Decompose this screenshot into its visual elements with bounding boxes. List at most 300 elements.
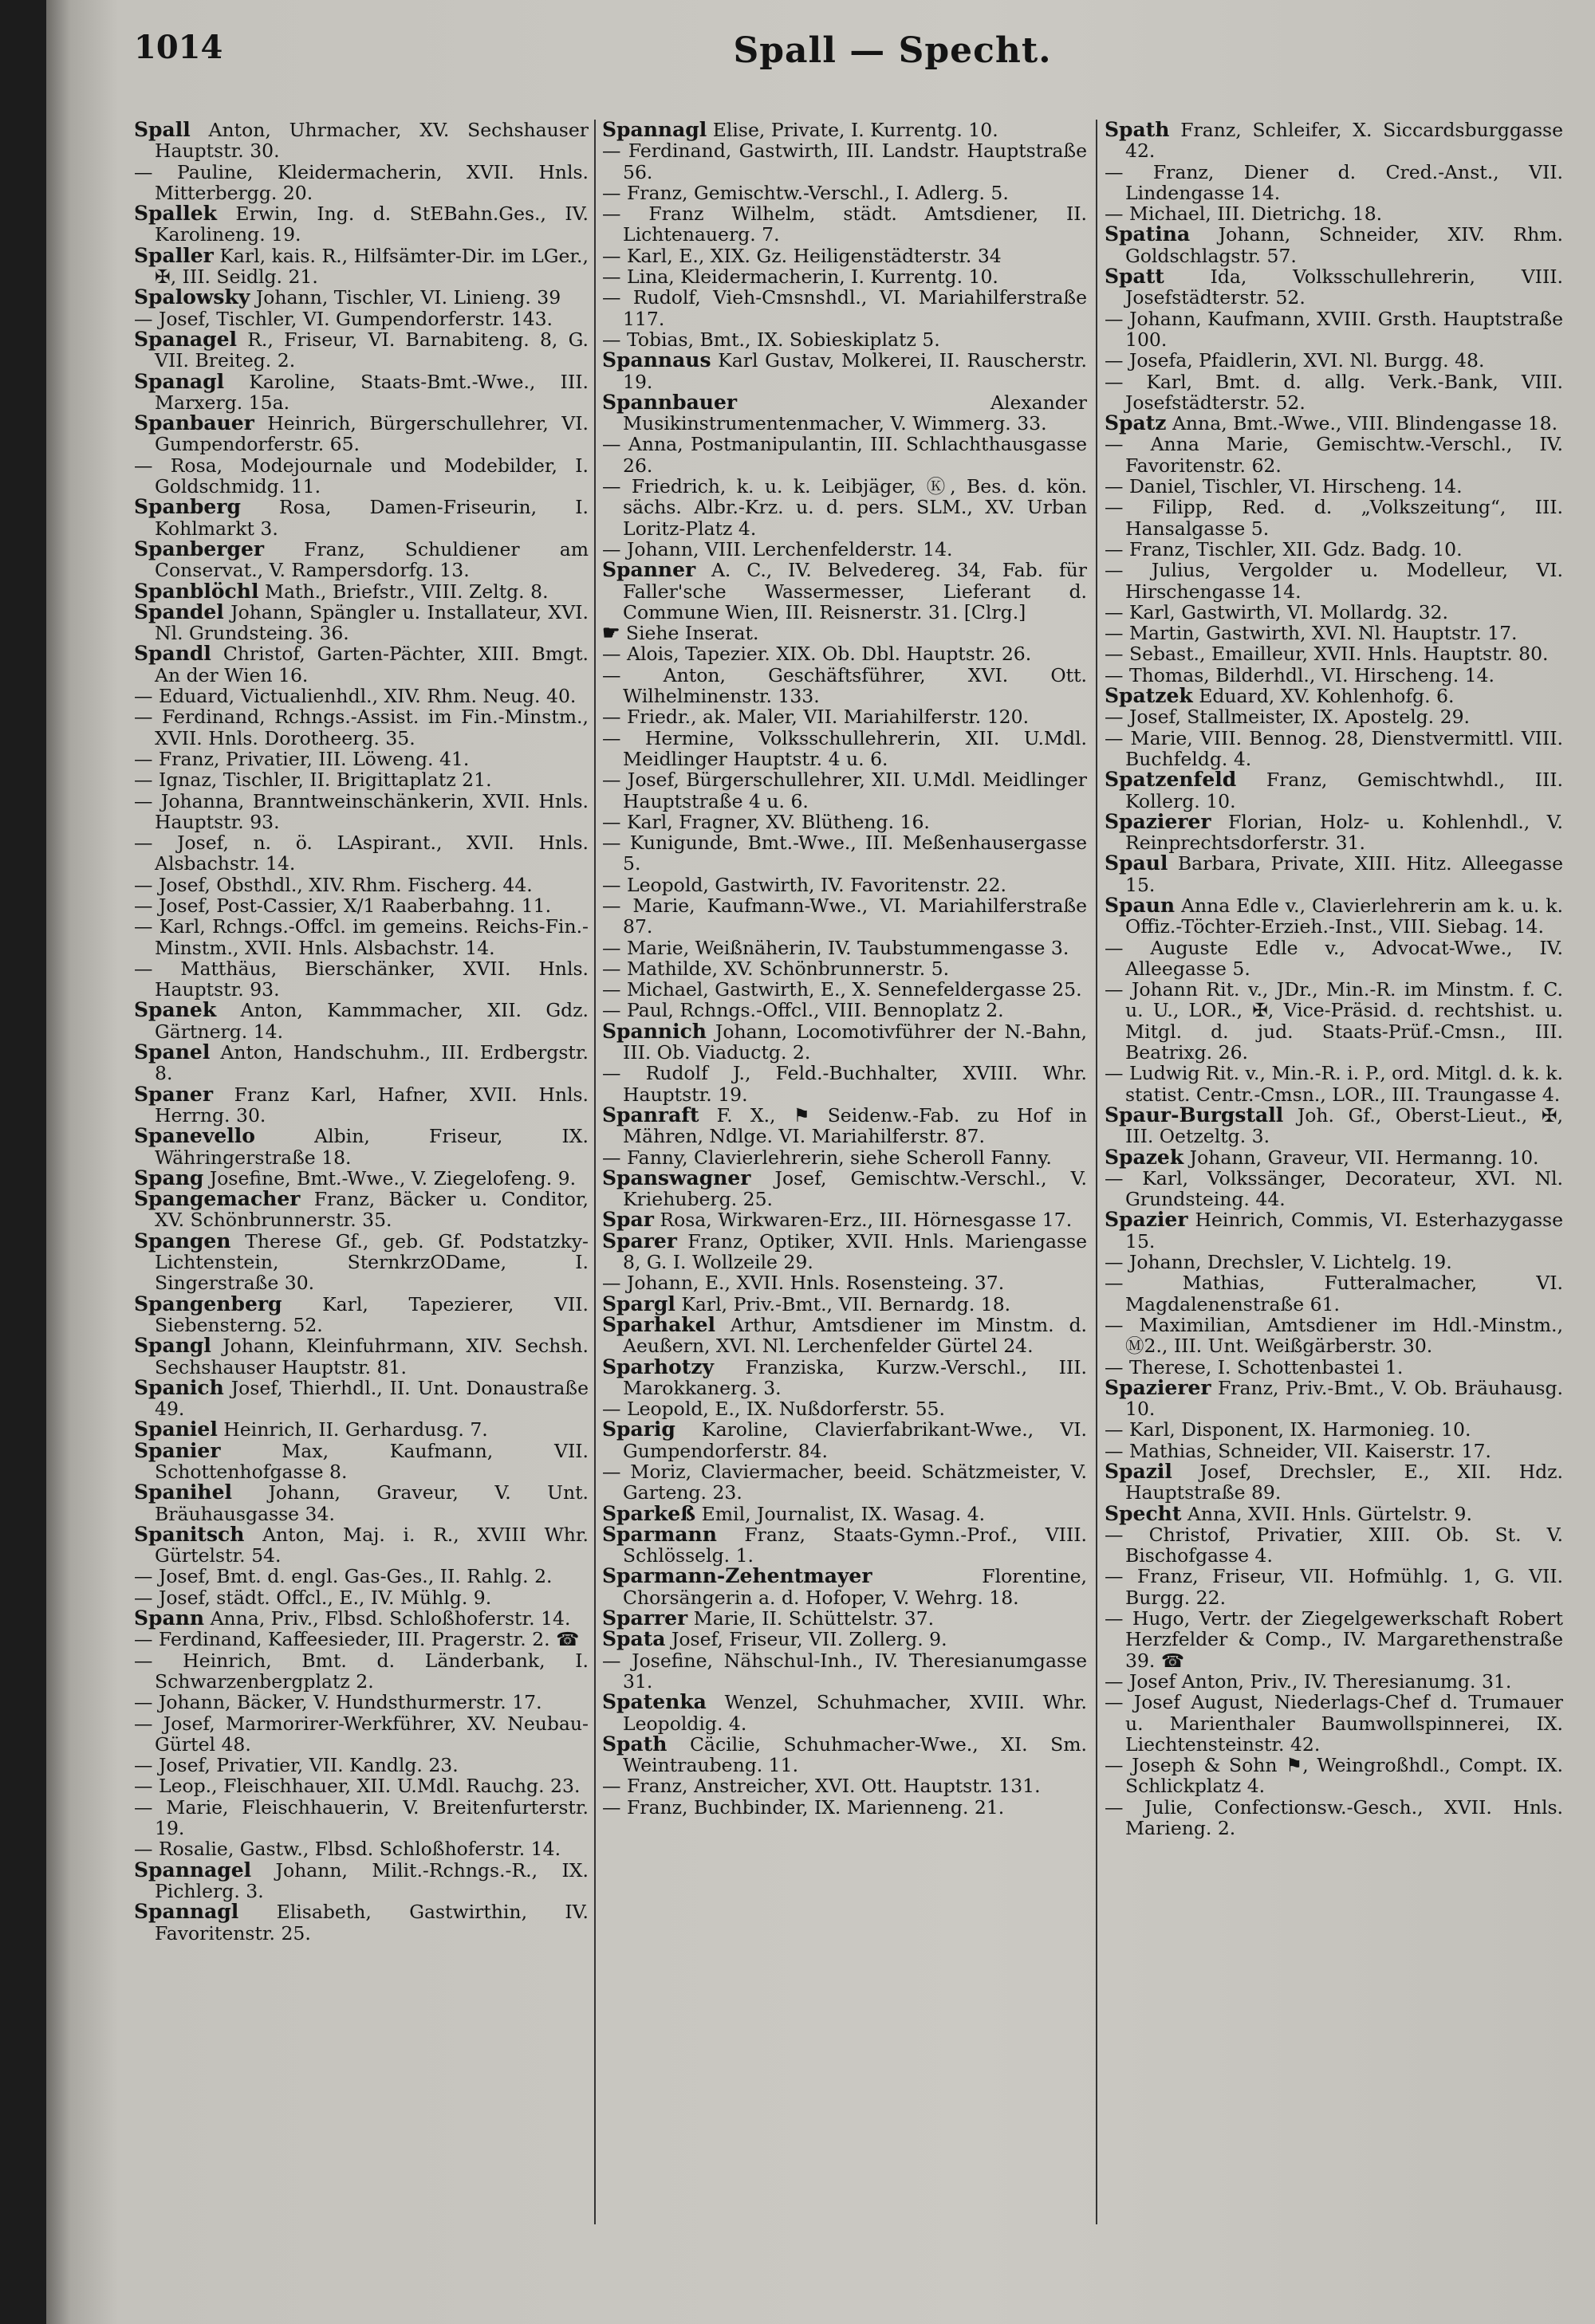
directory-entry [602,1734,1087,1776]
entry-surname: Sparhakel [602,1312,716,1336]
directory-entry [1105,1441,1563,1461]
entry-details: — Therese, I. Schottenbastei 1. [1105,1355,1404,1378]
entry-details: Franz, Schuldiener am Conservat., V. Rampersdorfg. 13. [155,537,589,582]
entry-details: — Johann Rit. v., JDr., Min.-R. im Minstm. f. C. u. U., LOR., ✠, Vice-Präsid. d. rechtshist. u. Mitgl. d. jud. Staats-Prüf.-Cmsn., III. Beatrixg. 26. [1105,978,1563,1064]
entry-details: Karl, kais. R., Hilfsämter-Dir. im LGer., ✠, III. Seidlg. 21. [155,244,589,289]
entry-surname: Spang [134,1166,204,1190]
directory-entry [1105,979,1563,1063]
directory-entry [602,1650,1087,1693]
entry-details: — Tobias, Bmt., IX. Sobieskiplatz 5. [602,328,940,351]
directory-entry [1105,1168,1563,1210]
directory-entry [1105,120,1563,162]
directory-entry [134,243,589,289]
entry-surname: Spalowsky [134,285,250,309]
directory-entry [1105,643,1563,664]
entry-details: Marie, II. Schüttelstr. 37. [687,1607,935,1630]
directory-entry [602,1168,1087,1210]
directory-entry [1105,1209,1563,1252]
directory-entry [602,560,1087,623]
entry-surname: Sparer [602,1229,677,1252]
entry-details: — Marie, Kaufmann-Wwe., VI. Mariahilferstraße 87. [602,894,1087,938]
entry-details: Anna Edle v., Clavierlehrerin am k. u. k. Offiz.-Töchter-Erzieh.-Inst., VIII. Siebag. 14. [1125,894,1563,938]
entry-details: — Ferdinand, Rchngs.-Assist. im Fin.-Minstm., XVII. Hnls. Dorotheerg. 35. [134,706,589,749]
directory-entry [602,979,1087,1000]
entry-details: Karl, Priv.-Bmt., VII. Bernardg. 18. [675,1292,1011,1315]
entry-details: — Michael, III. Dietrichg. 18. [1105,203,1383,226]
entry-surname: Spaner [134,1082,213,1106]
entry-surname: Spatzek [1105,684,1193,708]
entry-details: — Josefine, Nähschul-Inh., IV. Theresianumgasse 31. [602,1649,1087,1693]
directory-entry [1105,623,1563,643]
entry-details: — Rudolf J., Feld.-Buchhalter, XVIII. Whr. Hauptstr. 19. [602,1062,1087,1106]
directory-entry [1105,1419,1563,1440]
entry-surname: Spanel [134,1040,211,1064]
entry-details: — Rosalie, Gastw., Flbsd. Schloßhoferstr. 14. [134,1838,561,1861]
directory-entry [602,246,1087,266]
directory-entry [134,1901,589,1944]
directory-entry [602,1000,1087,1020]
directory-entry [602,1608,1087,1629]
entry-surname: Spanbauer [134,411,254,435]
entry-details: Eduard, XV. Kohlenhofg. 6. [1192,685,1455,708]
entry-details: Elisabeth, Gastwirthin, IV. Favoritenstr. 25. [155,1901,589,1945]
directory-entry [602,665,1087,707]
entry-details: Josef, Drechsler, E., XII. Hdz. Hauptstraße 89. [1125,1461,1563,1504]
entry-details: Barbara, Private, XIII. Hitz. Alleegasse 15. [1125,852,1563,896]
entry-details: Johann, Milit.-Rchngs.-R., IX. Pichlerg. 3. [155,1858,589,1902]
directory-entry [134,875,589,895]
directory-entry [134,1189,589,1231]
entry-details: — Karl, Volkssänger, Decorateur, XVI. Nl. Grundsteing. 44. [1105,1166,1563,1211]
entry-surname: Spazierer [1105,809,1211,833]
directory-entry [1105,686,1563,706]
entry-surname: Sparmann [602,1522,717,1546]
entry-details: — Karl, E., XIX. Gz. Heiligenstädterstr. 34 [602,244,1002,267]
directory-entry [134,769,589,790]
entry-details: — Johann, VIII. Lerchenfelderstr. 14. [602,537,953,560]
directory-entry [1105,224,1563,266]
directory-entry [1105,938,1563,980]
entry-surname: Spanberger [134,537,265,560]
directory-entry [602,392,1087,435]
directory-entry [1105,1252,1563,1272]
entry-details: Anna, Bmt.-Wwe., VIII. Blindengasse 18. [1166,412,1558,435]
entry-details: — Franz, Gemischtw.-Verschl., I. Adlerg. 5. [602,181,1009,204]
entry-surname: Spanner [602,558,696,582]
entry-details: Franz, Bäcker u. Conditor, XV. Schönbrunnerstr. 35. [155,1188,589,1232]
directory-entry [602,938,1087,958]
entry-details: Elise, Private, I. Kurrentg. 10. [707,119,998,141]
running-head: Spall — Specht. [733,30,1052,71]
entry-details: Florentine, Chorsängerin a. d. Hofoper, V. Wehrg. 18. [623,1565,1087,1609]
entry-surname: Spangen [134,1229,231,1252]
entry-details: — Martin, Gastwirth, XVI. Nl. Hauptstr. 17. [1105,622,1518,645]
directory-entry [1105,1692,1563,1755]
entry-details: Josef, Thierhdl., II. Unt. Donaustraße 49. [155,1376,589,1421]
directory-entry [1105,372,1563,414]
entry-surname: Spallek [134,202,217,226]
entry-details: — Franz, Buchbinder, IX. Marienneng. 21. [602,1795,1005,1819]
entry-details: — Karl, Disponent, IX. Harmonieg. 10. [1105,1418,1471,1441]
directory-entry [1105,309,1563,351]
directory-entry [602,287,1087,329]
directory-entry [602,1063,1087,1105]
directory-entry [602,1501,1087,1525]
entry-details: — Johann, E., XVII. Hnls. Rosensteing. 37. [602,1272,1005,1295]
entry-surname: Spandl [134,642,211,666]
directory-entry [1105,1357,1563,1378]
entry-details: Max, Kaufmann, VII. Schottenhofgasse 8. [155,1439,589,1483]
entry-details: — Auguste Edle v., Advocat-Wwe., IV. Alleegasse 5. [1105,936,1563,980]
directory-entry [602,266,1087,287]
entry-details: Heinrich, II. Gerhardusg. 7. [217,1418,488,1441]
entry-surname: Spatzenfeld [1105,768,1237,792]
entry-details: Heinrich, Bürgerschullehrer, VI. Gumpendorferstr. 65. [155,412,589,456]
entry-details: Rosa, Damen-Friseurin, I. Kohlmarkt 3. [155,496,589,540]
entry-surname: Spanagl [134,369,225,393]
entry-details: Johann, Locomotivführer der N.-Bahn, III. Ob. Viaductg. 2. [623,1020,1087,1064]
directory-entry [1105,560,1563,602]
directory-entry [602,623,1087,643]
entry-details: Siehe Inserat. [620,622,759,645]
entry-surname: Spanich [134,1375,224,1399]
directory-entry [134,832,589,875]
entry-details: A. C., IV. Belvedereg. 34, Fab. für Faller'sche Wassermesser, Lieferant d. Commune Wien, III. Reisnerstr. 31. [Clrg.] [623,559,1087,623]
entry-details: Josef, Gemischtw.-Verschl., V. Kriehuberg. 25. [623,1166,1087,1211]
entry-surname: Spannbauer [602,390,738,414]
directory-entry [134,1566,589,1587]
directory-page [46,0,1595,2324]
entry-details: — Joseph & Sohn ⚑, Weingroßhdl., Compt. IX. Schlickplatz 4. [1105,1754,1563,1798]
entry-surname: Spatina [1105,222,1191,246]
directory-entry [602,769,1087,812]
directory-entry [134,581,589,602]
entry-details: Anton, Kammmacher, XII. Gdz. Gärtnerg. 14. [155,999,589,1043]
directory-entry [134,958,589,1001]
entry-surname: Spazier [1105,1208,1188,1232]
entry-details: — Josef, städt. Offcl., E., IV. Mühlg. 9. [134,1586,492,1609]
directory-entry [1105,1671,1563,1692]
entry-details: — Josef, Tischler, VI. Gumpendorferstr. 143. [134,307,553,330]
entry-surname: Spath [602,1732,668,1756]
directory-entry [602,1105,1087,1147]
entry-details: — Alois, Tapezier. XIX. Ob. Dbl. Hauptstr. 26. [602,643,1032,666]
directory-entry [134,602,589,644]
directory-entry [602,1272,1087,1293]
entry-details: Franz, Gemischtwhdl., III. Kollerg. 10. [1125,769,1563,812]
directory-entry [134,120,589,162]
column-2 [602,120,1087,1818]
directory-entry [134,497,589,539]
directory-entry [1105,266,1563,309]
directory-entry [602,1147,1087,1168]
directory-entry [134,1438,589,1483]
entry-details: — Anna Marie, Gemischtw.-Verschl., IV. Favoritenstr. 62. [1105,433,1563,477]
directory-entry [602,875,1087,895]
entry-details: Therese Gf., geb. Gf. Podstatzky-Lichtenstein, SternkrzODame, I. Singerstraße 30. [155,1229,589,1295]
entry-surname: Spanagel [134,327,237,351]
directory-entry [134,1419,589,1440]
entry-details: Franz Karl, Hafner, XVII. Hnls. Herrng. 30. [155,1083,589,1127]
directory-entry [602,203,1087,246]
directory-entry [1105,1524,1563,1567]
directory-entry [1105,769,1563,812]
entry-details: Alexander Musikinstrumentenmacher, V. Wimmerg. 33. [623,391,1087,435]
entry-details: Karoline, Staats-Bmt.-Wwe., III. Marxerg. 15a. [155,370,589,414]
directory-entry [602,1692,1087,1734]
entry-details: — Josefa, Pfaidlerin, XVI. Nl. Burgg. 48. [1105,349,1485,372]
entry-surname: Spatt [1105,265,1164,289]
entry-details: — Thomas, Bilderhdl., VI. Hirscheng. 14. [1105,663,1495,686]
directory-entry [602,1797,1087,1818]
entry-details: — Rosa, Modejournale und Modebilder, I. Goldschmidg. 11. [134,454,589,498]
directory-entry [134,791,589,833]
entry-details: — Pauline, Kleidermacherin, XVII. Hnls. Mitterbergg. 20. [134,160,589,204]
entry-details: Rosa, Wirkwaren-Erz., III. Hörnesgasse 17. [653,1209,1073,1232]
entry-details: Christof, Garten-Pächter, XIII. Bmgt. An der Wien 16. [155,643,589,686]
directory-entry [602,812,1087,832]
directory-entry [602,1461,1087,1504]
entry-details: — Johann, Kaufmann, XVIII. Grsth. Hauptstraße 100. [1105,307,1563,351]
directory-entry [602,434,1087,476]
entry-details: — Franz, Tischler, XII. Gdz. Badg. 10. [1105,537,1463,560]
directory-entry [602,1419,1087,1461]
directory-entry [602,350,1087,392]
directory-entry [1105,1797,1563,1839]
entry-details: Math., Briefstr., VIII. Zeltg. 8. [258,580,549,603]
directory-entry [602,832,1087,875]
directory-entry [134,1838,589,1859]
entry-surname: Spanberg [134,495,241,519]
entry-details: Joh. Gf., Oberst-Lieut., ✠, III. Oetzeltg. 3. [1125,1103,1563,1148]
entry-details: — Josef, Marmorirer-Werkführer, XV. Neubau-Gürtel 48. [134,1712,589,1756]
directory-entry [134,1375,589,1421]
directory-entry [1105,1501,1563,1525]
entry-surname: Spanblöchl [134,579,259,603]
entry-details: — Hugo, Vertr. der Ziegelgewerkschaft Robert Herzfelder & Comp., IV. Margarethenstraße 39. ☎ [1105,1607,1563,1672]
page-number: 1014 [134,29,223,66]
entry-details: Franz, Schleifer, X. Siccardsburggasse 42. [1125,119,1563,163]
directory-entry [602,539,1087,560]
entry-surname: Sparkeß [602,1501,696,1525]
directory-entry [134,1797,589,1839]
directory-entry [134,455,589,497]
directory-entry [134,1294,589,1336]
directory-entry [602,728,1087,770]
entry-surname: Spanier [134,1438,221,1462]
entry-surname: Sparrer [602,1606,688,1630]
directory-entry [134,1775,589,1796]
directory-entry [602,1209,1087,1230]
directory-entry [134,1084,589,1127]
entry-details: — Rudolf, Vieh-Cmsnshdl., VI. Mariahilferstraße 117. [602,286,1087,330]
entry-surname: Spatz [1105,411,1167,435]
entry-details: — Leopold, Gastwirth, IV. Favoritenstr. 22. [602,873,1006,896]
directory-entry [134,643,589,686]
entry-details: — Sebast., Emailleur, XVII. Hnls. Hauptstr. 80. [1105,643,1549,666]
entry-details: — Daniel, Tischler, VI. Hirscheng. 14. [1105,475,1463,498]
entry-surname: Spannaus [602,348,711,372]
entry-details: — Franz, Privatier, III. Löweng. 41. [134,747,470,770]
directory-entry [602,1629,1087,1650]
entry-details: — Karl, Gastwirth, VI. Mollardg. 32. [1105,600,1448,623]
entry-surname: Spanswagner [602,1166,751,1190]
directory-entry [134,1713,589,1756]
directory-entry [1105,1566,1563,1608]
entry-details: — Josef, Post-Cassier, X/1 Raaberbahng. 11. [134,894,552,917]
entry-details: — Hermine, Volksschullehrerin, XII. U.Mdl. Meidlinger Hauptstr. 4 u. 6. [602,726,1087,770]
entry-details: Karl Gustav, Molkerei, II. Rauscherstr. 19. [623,349,1087,393]
entry-details: Anton, Handschuhm., III. Erdbergstr. 8. [155,1041,589,1085]
entry-details: — Karl, Bmt. d. allg. Verk.-Bank, VIII. Josefstädterstr. 52. [1105,370,1563,414]
entry-details: — Leop., Fleischhauer, XII. U.Mdl. Rauchg. 23. [134,1775,581,1798]
directory-entry [602,895,1087,938]
directory-entry [602,1231,1087,1273]
directory-entry [602,1524,1087,1567]
directory-entry [602,140,1087,183]
entry-surname: Spata [602,1627,666,1651]
directory-entry [1105,1272,1563,1315]
entry-surname: Spanek [134,998,217,1022]
directory-entry [134,203,589,246]
entry-details: Franz, Optiker, XVII. Hnls. Mariengasse 8, G. I. Wollzeile 29. [623,1229,1087,1274]
directory-entry [1105,1315,1563,1357]
entry-details: Johann, Kleinfuhrmann, XIV. Sechsh. Sechshauser Hauptstr. 81. [155,1335,589,1378]
directory-entry [1105,895,1563,938]
directory-entry [1105,1063,1563,1105]
entry-details: Cäcilie, Schuhmacher-Wwe., XI. Sm. Weintraubeng. 11. [623,1732,1087,1777]
entry-details: — Franz, Anstreicher, XVI. Ott. Hauptstr. 131. [602,1775,1041,1798]
directory-entry [134,1860,589,1902]
entry-surname: Spazierer [1105,1375,1211,1399]
directory-entry [1105,809,1563,855]
column-divider [594,120,596,2224]
entry-details: — Johanna, Branntweinschänkerin, XVII. Hnls. Hauptstr. 93. [134,789,589,833]
entry-details: — Josef, Bürgerschullehrer, XII. U.Mdl. Meidlinger Hauptstraße 4 u. 6. [602,769,1087,812]
entry-details: — Julius, Vergolder u. Modelleur, VI. Hirschengasse 14. [1105,559,1563,603]
directory-entry [1105,1461,1563,1504]
directory-entry [602,1021,1087,1064]
entry-details: — Josef, Bmt. d. engl. Gas-Ges., II. Rahlg. 2. [134,1565,553,1588]
directory-entry [1105,602,1563,623]
entry-details: — Friedrich, k. u. k. Leibjäger, Ⓚ, Bes. d. kön. sächs. Albr.-Krz. u. d. pers. SLM., XV. Urban Loritz-Platz 4. [602,475,1087,540]
directory-entry [602,1294,1087,1315]
directory-entry [602,1357,1087,1399]
entry-details: Karl, Tapezierer, VII. Siebensterng. 52. [155,1292,589,1336]
entry-details: — Kunigunde, Bmt.-Wwe., III. Meßenhausergasse 5. [602,832,1087,875]
entry-surname: Spargl [602,1292,675,1315]
entry-details: — Johann, Bäcker, V. Hundsthurmerstr. 17. [134,1691,542,1714]
directory-entry [134,1650,589,1693]
directory-entry [1105,497,1563,539]
directory-entry [134,1126,589,1168]
directory-entry [134,1692,589,1713]
entry-details: — Mathias, Schneider, VII. Kaiserstr. 17. [1105,1439,1491,1462]
entry-details: Anton, Uhrmacher, XV. Sechshauser Hauptstr. 30. [155,119,589,163]
entry-details: Johann, Tischler, VI. Linieng. 39 [250,286,561,309]
entry-details: Johann, Graveur, VII. Hermanng. 10. [1183,1146,1539,1169]
directory-entry [602,476,1087,539]
entry-details: — Josef, n. ö. LAspirant., XVII. Hnls. Alsbachstr. 14. [134,832,589,875]
directory-entry [1105,539,1563,560]
directory-entry [134,309,589,329]
directory-entry [134,1231,589,1294]
entry-details: — Michael, Gastwirth, E., X. Sennefeldergasse 25. [602,978,1082,1001]
entry-surname: Spaur-Burgstall [1105,1103,1284,1127]
entry-details: — Johann, Drechsler, V. Lichtelg. 19. [1105,1251,1452,1274]
entry-details: — Karl, Rchngs.-Offcl. im gemeins. Reichs-Fin.-Minstm., XVII. Hnls. Alsbachstr. 14. [134,915,589,959]
entry-details: Erwin, Ing. d. StEBahn.Ges., IV. Karolineng. 19. [155,203,589,246]
entry-details: Johann, Graveur, V. Unt. Bräuhausgasse 34. [155,1481,589,1525]
directory-entry [602,329,1087,350]
entry-surname: Spaller [134,243,214,267]
entry-surname: Spannagl [602,118,707,141]
entry-surname: Spaun [1105,893,1176,917]
column-3 [1105,120,1563,1838]
entry-details: Johann, Spängler u. Installateur, XVI. Nl. Grundsteing. 36. [155,600,589,645]
entry-surname: Spaul [1105,851,1168,875]
directory-entry [134,1168,589,1189]
entry-details: — Eduard, Victualienhdl., XIV. Rhm. Neug. 40. [134,685,577,708]
entry-surname: Spaniel [134,1418,218,1441]
column-1 [134,120,589,1944]
directory-entry [1105,1375,1563,1421]
directory-entry [134,1587,589,1608]
entry-details: — Franz Wilhelm, städt. Amtsdiener, II. Lichtenauerg. 7. [602,203,1087,246]
entry-details: — Fanny, Clavierlehrerin, siehe Scheroll Fanny. [602,1146,1052,1169]
entry-details: Emil, Journalist, IX. Wasag. 4. [695,1502,986,1525]
entry-surname: Spar [602,1208,654,1232]
directory-entry [1105,1755,1563,1797]
entry-details: — Josef August, Niederlags-Chef d. Trumauer u. Marienthaler Baumwollspinnerei, IX. Liechtensteinstr. 42. [1105,1691,1563,1756]
entry-details: Heinrich, Commis, VI. Esterhazygasse 15. [1125,1209,1563,1252]
directory-entry [1105,706,1563,727]
entry-details: — Josef, Stallmeister, IX. Apostelg. 29. [1105,706,1470,729]
entry-details: Franziska, Kurzw.-Verschl., III. Marokkanerg. 3. [623,1355,1087,1399]
entry-details: Johann, Schneider, XIV. Rhm. Goldschlagstr. 57. [1125,223,1563,267]
entry-details: Karoline, Clavierfabrikant-Wwe., VI. Gumpendorferstr. 84. [623,1418,1087,1462]
entry-details: R., Friseur, VI. Barnabiteng. 8, G. VII. Breiteg. 2. [155,328,589,372]
entry-surname: Spall [134,118,191,141]
entry-surname: Spangemacher [134,1187,301,1211]
directory-entry [602,643,1087,664]
entry-details: — Christof, Privatier, XIII. Ob. St. V. Bischofgasse 4. [1105,1523,1563,1567]
entry-surname: Spangenberg [134,1292,282,1315]
directory-entry [602,183,1087,203]
entry-surname: Spangl [134,1334,211,1358]
entry-surname: Spannagl [134,1900,239,1924]
entry-details: — Marie, Fleischhauerin, V. Breitenfurterstr. 19. [134,1795,589,1840]
directory-entry [1105,1105,1563,1147]
entry-details: — Josef, Obsthdl., XIV. Rhm. Fischerg. 44. [134,873,533,896]
directory-entry [134,749,589,769]
entry-surname: Spanihel [134,1481,232,1504]
entry-details: — Mathilde, XV. Schönbrunnerstr. 5. [602,957,950,980]
directory-entry [134,162,589,204]
directory-entry [134,287,589,308]
entry-details: — Karl, Fragner, XV. Blütheng. 16. [602,810,930,833]
directory-entry [134,413,589,455]
entry-details: Wenzel, Schuhmacher, XVIII. Whr. Leopoldig. 4. [623,1691,1087,1735]
entry-surname: Sparhotzy [602,1355,715,1378]
directory-entry [1105,476,1563,497]
directory-entry [134,916,589,958]
directory-entry [602,1775,1087,1796]
directory-entry [1105,728,1563,770]
entry-details: Anna, Priv., Flbsd. Schloßhoferstr. 14. [204,1607,571,1630]
directory-entry [134,1000,589,1042]
entry-surname: Spatenka [602,1690,707,1714]
